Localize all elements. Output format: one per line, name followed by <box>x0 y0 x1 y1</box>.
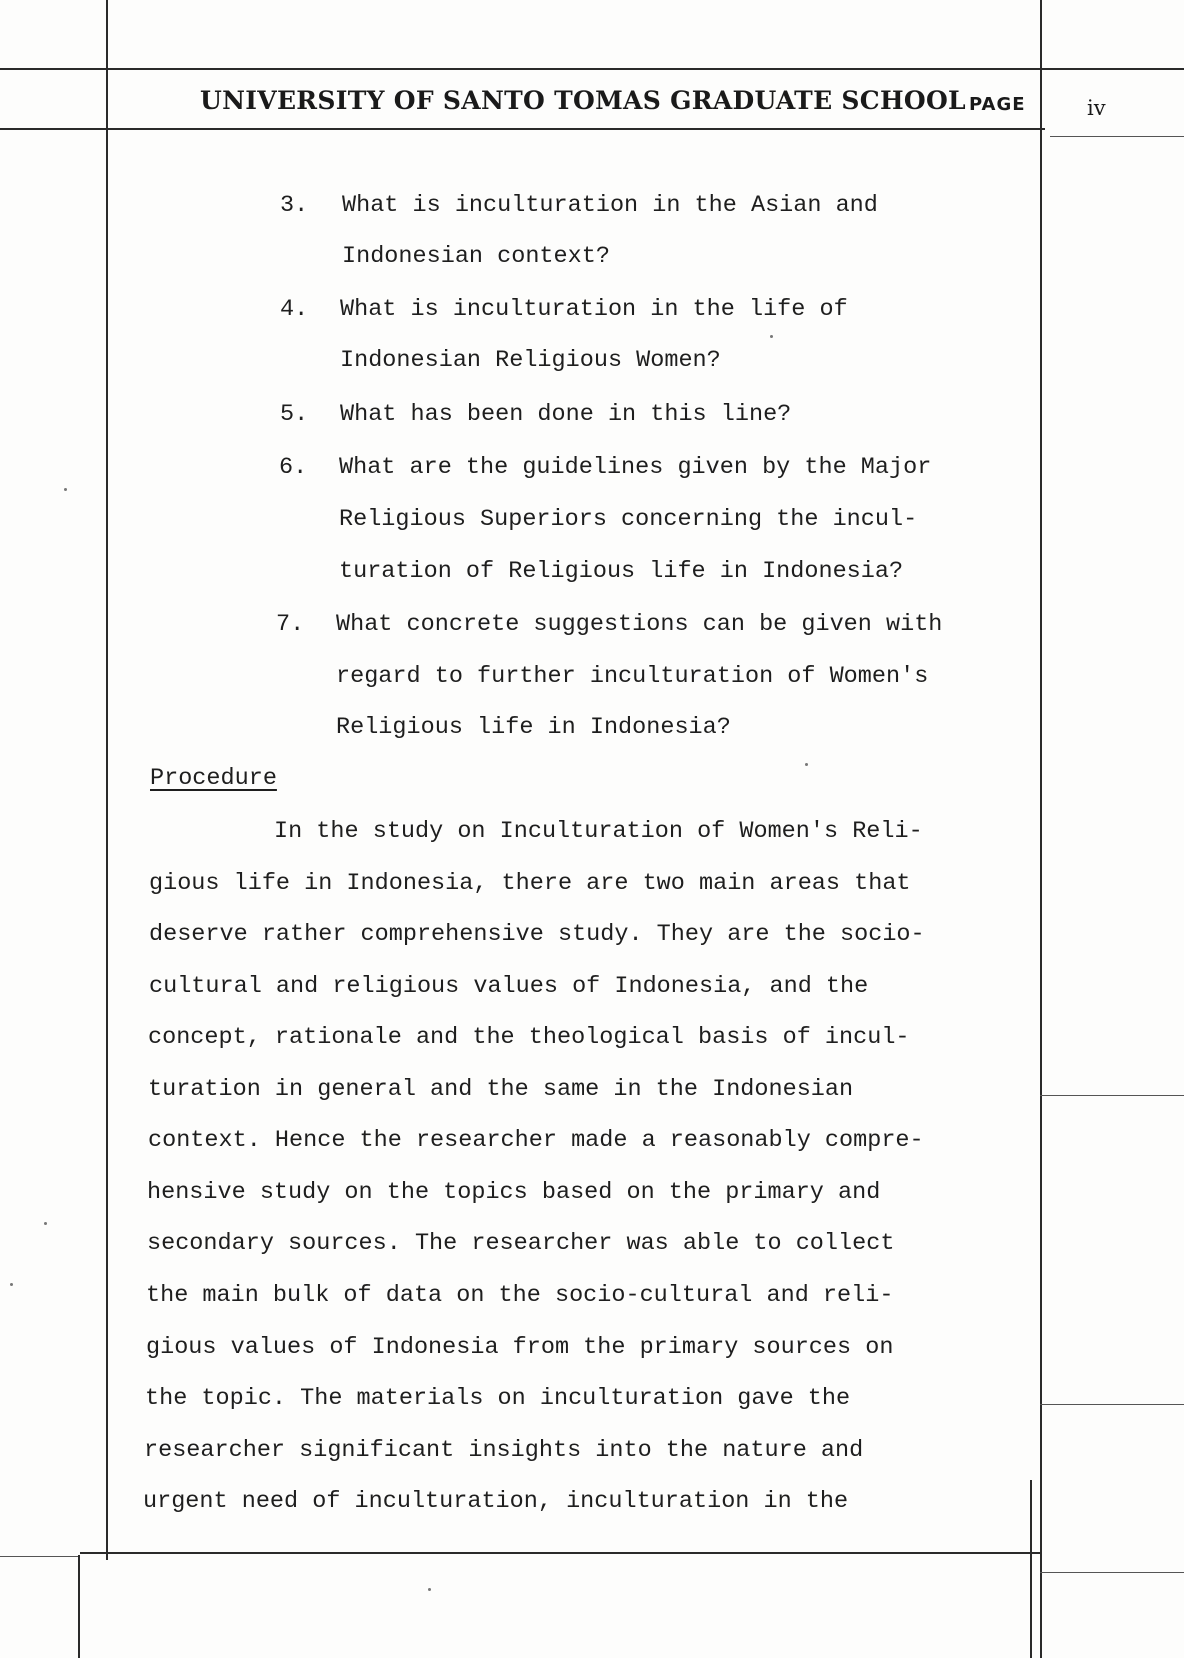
paragraph-line: secondary sources. The researcher was able to collect <box>147 1230 895 1257</box>
question-line: Religious life in Indonesia? <box>336 714 731 741</box>
left-margin-rule <box>106 0 108 1560</box>
question-line: Indonesian context? <box>342 243 610 270</box>
paragraph-line: researcher significant insights into the nature and <box>144 1437 864 1464</box>
question-number: 6. <box>279 454 308 481</box>
paragraph-line: concept, rationale and the theological basis of incul- <box>148 1024 910 1051</box>
paragraph-line: gious life in Indonesia, there are two main areas that <box>149 870 911 897</box>
paragraph-line: hensive study on the topics based on the primary and <box>147 1179 881 1206</box>
question-number: 4. <box>280 296 309 323</box>
right-margin-rule <box>1040 0 1042 1658</box>
footer-rule <box>80 1552 1040 1554</box>
question-line: turation of Religious life in Indonesia? <box>339 558 904 585</box>
header-bottom-rule <box>0 128 1045 130</box>
paragraph-line: In the study on Inculturation of Women's Reli- <box>274 818 923 845</box>
question-line: What concrete suggestions can be given with <box>336 611 943 638</box>
question-line: What has been done in this line? <box>340 401 792 428</box>
side-tick-right-2 <box>1040 1404 1184 1405</box>
scan-speck <box>44 1222 47 1225</box>
page-number: iv <box>1087 96 1106 120</box>
procedure-heading: Procedure <box>150 765 277 792</box>
question-line: What is inculturation in the Asian and <box>342 192 878 219</box>
scan-speck <box>428 1588 431 1591</box>
footer-rule-left <box>0 1556 78 1557</box>
question-line: regard to further inculturation of Women's <box>336 663 929 690</box>
paragraph-line: the topic. The materials on inculturation gave the <box>145 1385 851 1412</box>
scan-speck <box>10 1283 13 1286</box>
paragraph-line: deserve rather comprehensive study. They are the socio- <box>149 921 925 948</box>
paragraph-line: the main bulk of data on the socio-cultural and reli- <box>146 1282 894 1309</box>
paragraph-line: context. Hence the researcher made a reasonably compre- <box>148 1127 924 1154</box>
scan-speck <box>64 488 67 491</box>
scan-speck <box>770 335 773 338</box>
header-top-rule <box>0 68 1184 70</box>
paragraph-line: gious values of Indonesia from the primary sources on <box>146 1334 894 1361</box>
right-margin-rule-inner <box>1030 1480 1032 1658</box>
question-number: 3. <box>280 192 309 219</box>
left-margin-rule-lower <box>78 1555 80 1658</box>
footer-rule-right <box>1040 1572 1184 1573</box>
question-line: Indonesian Religious Women? <box>340 347 721 374</box>
header-bottom-rule-right <box>1050 136 1184 137</box>
question-line: What is inculturation in the life of <box>340 296 848 323</box>
question-line: Religious Superiors concerning the incul- <box>339 506 918 533</box>
scan-speck <box>805 763 808 766</box>
question-number: 7. <box>276 611 305 638</box>
paragraph-line: turation in general and the same in the Indonesian <box>148 1076 854 1103</box>
side-tick-right-1 <box>1040 1095 1184 1096</box>
paragraph-line: cultural and religious values of Indonesia, and the <box>149 973 869 1000</box>
paragraph-line: urgent need of inculturation, inculturation in the <box>143 1488 849 1515</box>
university-header-title: UNIVERSITY OF SANTO TOMAS GRADUATE SCHOOL <box>200 86 966 115</box>
question-line: What are the guidelines given by the Major <box>339 454 932 481</box>
page-label: PAGE <box>969 94 1026 115</box>
question-number: 5. <box>280 401 309 428</box>
